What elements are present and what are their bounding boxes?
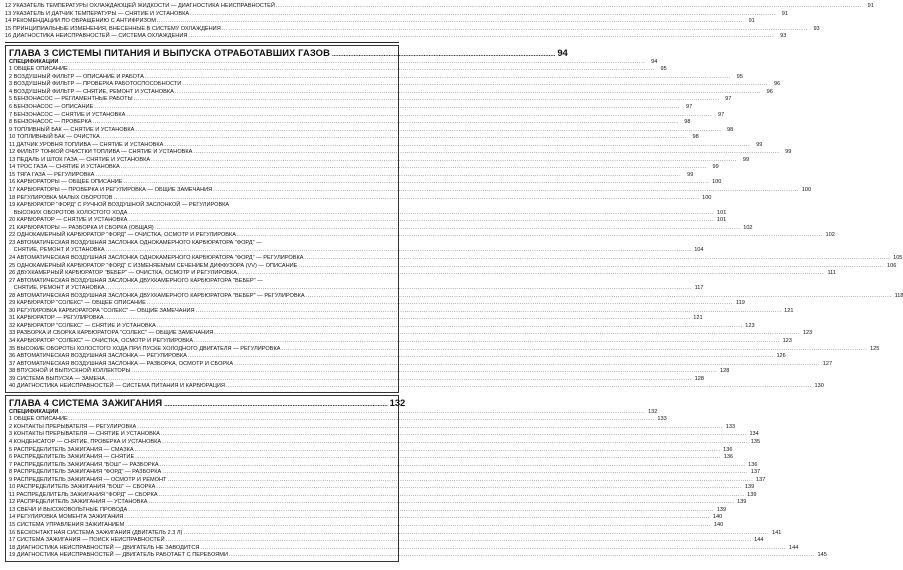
toc-entry[interactable]	[9, 134, 699, 142]
toc-entry-page: 144	[788, 544, 799, 551]
toc-entry-page: 101	[716, 217, 727, 224]
toc-entry[interactable]	[9, 156, 750, 165]
toc-entry[interactable]	[9, 149, 792, 157]
toc-entry-page: 137	[750, 469, 761, 476]
toc-entry-text: 20 КАРБЮРАТОР — СНЯТИЕ И УСТАНОВКА	[9, 217, 128, 224]
toc-entry[interactable]	[9, 81, 781, 89]
toc-entry-text: 14 РЕГУЛИРОВКА МОМЕНТА ЗАЖИГАНИЯ	[9, 514, 124, 521]
toc-entry-page: 91	[867, 3, 874, 9]
toc-entry[interactable]	[9, 552, 827, 560]
toc-entry-page: 121	[693, 315, 703, 322]
toc-entry-page: 97	[725, 96, 732, 103]
toc-entry-page: 98	[692, 134, 699, 141]
toc-entry-text: 14 ТРОС ГАЗА — СНЯТИЕ И УСТАНОВКА	[9, 164, 120, 171]
toc-entry[interactable]	[9, 484, 755, 492]
toc-entry-text: 34 КАРБЮРАТОР "СОЛЕКС" — ОЧИСТКА, ОСМОТР И РЕГУЛИРОВКА	[9, 337, 193, 344]
toc-entry-text: 26 ДВУХКАМЕРНЫЙ КАРБЮРАТОР "ВЕБЕР" — ОЧИСТКА, ОСМОТР И РЕГУЛИРОВКА	[9, 270, 238, 277]
toc-entry[interactable]	[9, 322, 755, 331]
toc-entry-page: 139	[747, 491, 757, 498]
toc-entry-page: 99	[712, 164, 719, 171]
toc-entry-page: 128	[694, 375, 704, 382]
toc-entry[interactable]	[9, 416, 667, 424]
toc-entry-text: 30 РЕГУЛИРОВКА КАРБЮРАТОРА "СОЛЕКС" — ОБЩИЕ ЗАМЕЧАНИЯ	[9, 307, 195, 314]
toc-entry[interactable]	[9, 254, 903, 263]
toc-entry-text: 13 ПЕДАЛЬ И ШТОК ГАЗА — СНЯТИЕ И УСТАНОВКА	[9, 156, 151, 163]
toc-entry-text: 11 ДАТЧИК УРОВНЯ ТОПЛИВА — СНЯТИЕ И УСТАНОВКА	[9, 141, 164, 148]
toc-entry[interactable]	[9, 529, 782, 538]
toc-entry[interactable]	[9, 469, 761, 477]
toc-entry[interactable]	[9, 262, 897, 271]
toc-entry-page: 139	[737, 499, 747, 506]
toc-entry-page: 144	[754, 537, 764, 544]
toc-entry-page: 100	[702, 194, 712, 201]
toc-entry-text: 8 РАСПРЕДЕЛИТЕЛЬ ЗАЖИГАНИЯ "ФОРД" — РАЗБОРКА	[9, 469, 162, 476]
toc-entry-text: 16 КАРБЮРАТОРЫ — ОБЩЕЕ ОПИСАНИЕ	[9, 179, 123, 186]
chapter-4-heading[interactable]	[9, 396, 406, 409]
toc-entry[interactable]	[9, 423, 736, 432]
toc-entry-text: 15 СИСТЕМА УПРАВЛЕНИЯ ЗАЖИГАНИЕМ	[9, 522, 125, 528]
toc-entry-page: 106	[886, 262, 897, 269]
toc-entry[interactable]	[9, 383, 824, 391]
toc-entry[interactable]	[9, 96, 732, 104]
toc-entry[interactable]	[9, 438, 761, 447]
toc-entry-page: 117	[694, 285, 704, 292]
toc-entry-text: 27 АВТОМАТИЧЕСКАЯ ВОЗДУШНАЯ ЗАСЛОНКА ДВУХКАМЕРНОГО КАРБЮРАТОРА "ВЕБЕР" —	[9, 277, 263, 284]
toc-entry-page: 125	[870, 345, 880, 352]
toc-entry[interactable]	[9, 247, 704, 255]
toc-entry-text: ВЫСОКИХ ОБОРОТОВ ХОЛОСТОГО ХОДА	[9, 209, 128, 216]
toc-entry-page: 96	[773, 81, 781, 88]
toc-entry-page: 140	[712, 514, 723, 521]
chapter-3-list	[9, 66, 903, 391]
toc-entry-text: 7 БЕНЗОНАСОС — СНЯТИЕ И УСТАНОВКА	[9, 111, 126, 118]
toc-entry-page: 126	[776, 353, 786, 360]
toc-entry-page: 93	[813, 25, 820, 32]
toc-entry-page: 95	[660, 66, 667, 73]
toc-entry-page: 140	[713, 522, 724, 528]
chapter-4-spec[interactable]: СПЕЦИФИКАЦИИ ..... 132	[9, 409, 395, 417]
chapter-4-page: 132	[389, 396, 406, 408]
toc-entry-page: 141	[771, 529, 782, 536]
toc-entry-text: СНЯТИЕ, РЕМОНТ И УСТАНОВКА	[9, 247, 105, 254]
toc-entry[interactable]	[9, 514, 723, 522]
chapter-4-list	[9, 416, 827, 559]
toc-entry-text: 11 РАСПРЕДЕЛИТЕЛЬ ЗАЖИГАНИЯ "ФОРД" — СБОРКА	[9, 491, 158, 498]
toc-entry[interactable]	[5, 18, 755, 26]
toc-entry[interactable]	[9, 353, 786, 361]
toc-entry-text: 7 РАСПРЕДЕЛИТЕЛЬ ЗАЖИГАНИЯ "БОШ" — РАЗБОРКА	[9, 461, 159, 468]
toc-entry[interactable]	[9, 506, 727, 515]
toc-entry-text: 6 БЕНЗОНАСОС — ОПИСАНИЕ	[9, 104, 94, 111]
toc-entry[interactable]	[9, 104, 693, 112]
toc-entry-text: 25 ОДНОКАМЕРНЫЙ КАРБЮРАТОР "ФОРД" С ИЗМЕНЯЕМЫМ СЕЧЕНИЕМ ДИФФУЗОРА (VV) — ОПИСАНИЕ	[9, 262, 298, 269]
toc-entry-page: 139	[744, 484, 755, 491]
toc-entry-page: 136	[748, 461, 758, 468]
toc-entry[interactable]	[9, 285, 704, 293]
toc-entry[interactable]	[9, 278, 395, 286]
toc-entry-page: 99	[687, 171, 694, 178]
toc-entry-page: 104	[694, 247, 704, 254]
toc-entry-page: 98	[684, 119, 691, 126]
toc-entry-text: 15 ТЯГА ГАЗА — РЕГУЛИРОВКА	[9, 171, 95, 178]
toc-entry-page: 121	[784, 307, 794, 314]
toc-entry-text: 21 КАРБЮРАТОРЫ — РАЗБОРКА И СБОРКА (ОБЩАЯ)	[9, 224, 154, 231]
toc-entry[interactable]	[9, 337, 792, 346]
toc-entry-text: 12 ФИЛЬТР ТОНКОЙ ОЧИСТКИ ТОПЛИВА — СНЯТИЕ И УСТАНОВКА	[9, 149, 193, 156]
toc-entry-text: 2 КОНТАКТЫ ПРЕРЫВАТЕЛЯ — РЕГУЛИРОВКА	[9, 423, 137, 430]
toc-entry-text: 29 КАРБЮРАТОР "СОЛЕКС" — ОБЩЕЕ ОПИСАНИЕ	[9, 300, 146, 307]
toc-entry-page: 137	[756, 476, 766, 483]
toc-entry-text: 12 УКАЗАТЕЛЬ ТЕМПЕРАТУРЫ ОХЛАЖДАЮЩЕЙ ЖИДКОСТИ — ДИАГНОСТИКА НЕИСПРАВНОСТЕЙ	[5, 3, 275, 9]
toc-entry-page: 134	[749, 431, 759, 438]
toc-entry-text: СНЯТИЕ, РЕМОНТ И УСТАНОВКА	[9, 285, 105, 292]
toc-entry-page: 133	[657, 416, 667, 423]
toc-entry-text: 15 ПРИНЦИПИАЛЬНЫЕ ИЗМЕНЕНИЯ, ВНЕСЕННЫЕ В СИСТЕМУ ОХЛАЖДЕНИЯ	[5, 25, 221, 32]
toc-entry[interactable]	[9, 194, 712, 203]
toc-entry[interactable]	[9, 300, 745, 308]
toc-entry-page: 128	[720, 368, 730, 375]
toc-entry[interactable]	[9, 315, 703, 323]
toc-entry[interactable]	[9, 240, 395, 248]
toc-entry[interactable]	[9, 491, 757, 500]
toc-entry-page: 118	[894, 292, 903, 299]
toc-entry-text: 3 КОНТАКТЫ ПРЕРЫВАТЕЛЯ — СНЯТИЕ И УСТАНОВКА	[9, 431, 160, 438]
toc-entry-text: 19 КАРБЮРАТОР "ФОРД" С РУЧНОЙ ВОЗДУШНОЙ ЗАСЛОНКОЙ — РЕГУЛИРОВКА	[9, 202, 230, 209]
toc-entry-text: 18 ДИАГНОСТИКА НЕИСПРАВНОСТЕЙ — ДВИГАТЕЛЬ НЕ ЗАВОДИТСЯ	[9, 544, 200, 551]
chapter-4-title: ГЛАВА 4 СИСТЕМА ЗАЖИГАНИЯ	[9, 396, 163, 408]
toc-entry-text: 9 РАСПРЕДЕЛИТЕЛЬ ЗАЖИГАНИЯ — ОСМОТР И РЕМОНТ	[9, 476, 167, 483]
toc-entry-text: 1 ОБЩЕЕ ОПИСАНИЕ	[9, 416, 68, 423]
toc-entry[interactable]	[9, 330, 813, 338]
toc-entry[interactable]	[9, 307, 794, 316]
toc-entry-page: 123	[802, 330, 813, 337]
toc-entry-text: 16 БЕСКОНТАКТНАЯ СИСТЕМА ЗАЖИГАНИЯ (ДВИГАТЕЛЬ 2.3 Л)	[9, 529, 183, 536]
toc-entry-page: 136	[723, 446, 733, 453]
toc-entry-text: 13 СВЕЧИ И ВЫСОКОВОЛЬТНЫЕ ПРОВОДА	[9, 506, 128, 513]
toc-entry-page: 133	[725, 423, 736, 430]
toc-entry-page: 119	[735, 300, 745, 307]
toc-entry[interactable]	[5, 10, 788, 19]
toc-entry-page: 111	[827, 270, 836, 277]
toc-entry-page: 100	[801, 187, 812, 194]
toc-entry-page: 97	[718, 111, 725, 118]
toc-entry-text: 1 ОБЩЕЕ ОПИСАНИЕ	[9, 66, 68, 73]
toc-entry-page: 123	[782, 337, 792, 344]
toc-entry-page: 91	[748, 18, 755, 25]
toc-entry-page: 102	[825, 232, 835, 239]
toc-entry-text: 2 ВОЗДУШНЫЙ ФИЛЬТР — ОПИСАНИЕ И РАБОТА	[9, 73, 144, 80]
toc-entry[interactable]	[9, 499, 747, 507]
toc-entry[interactable]	[9, 537, 764, 545]
toc-entry[interactable]	[9, 292, 903, 301]
divider	[5, 42, 399, 43]
toc-entry[interactable]	[9, 522, 724, 530]
toc-entry[interactable]	[9, 345, 880, 354]
toc-entry[interactable]	[9, 431, 759, 439]
toc-entry-page: 101	[716, 209, 727, 216]
toc-entry-page: 95	[736, 73, 743, 80]
toc-entry-text: 22 ОДНОКАМЕРНЫЙ КАРБЮРАТОР "ФОРД" — ОЧИСТКА, ОСМОТР И РЕГУЛИРОВКА	[9, 232, 236, 239]
toc-entry-text: 36 АВТОМАТИЧЕСКАЯ ВОЗДУШНАЯ ЗАСЛОНКА — РЕГУЛИРОВКА	[9, 353, 187, 360]
toc-entry[interactable]	[5, 33, 787, 41]
chapter-3-title: ГЛАВА 3 СИСТЕМЫ ПИТАНИЯ И ВЫПУСКА ОТРАБОТАВШИХ ГАЗОВ	[9, 46, 330, 58]
toc-entry[interactable]	[9, 179, 722, 187]
toc-entry-text: 19 ДИАГНОСТИКА НЕИСПРАВНОСТЕЙ — ДВИГАТЕЛЬ РАБОТАЕТ С ПЕРЕБОЯМИ	[9, 552, 228, 559]
toc-entry-page: 93	[780, 33, 787, 40]
toc-entry-text: 18 РЕГУЛИРОВКА МАЛЫХ ОБОРОТОВ	[9, 194, 113, 201]
toc-entry-text: 3 ВОЗДУШНЫЙ ФИЛЬТР — ПРОВЕРКА РАБОТОСПОСОБНОСТИ	[9, 81, 182, 88]
toc-entry-page: 91	[781, 10, 788, 17]
toc-entry-text: 6 РАСПРЕДЕЛИТЕЛЬ ЗАЖИГАНИЯ — СНЯТИЕ	[9, 454, 135, 461]
toc-entry-page: 123	[745, 322, 755, 329]
toc-entry-page: 99	[756, 141, 763, 148]
toc-entry-text: 10 РАСПРЕДЕЛИТЕЛЬ ЗАЖИГАНИЯ "БОШ" — СБОРКА	[9, 484, 156, 491]
toc-entry-page: 130	[814, 383, 824, 390]
chapter-3-page: 94	[557, 46, 568, 58]
chapter-4-box	[5, 395, 827, 562]
toc-entry[interactable]	[5, 3, 874, 11]
toc-entry-page: 139	[716, 506, 727, 513]
toc-entry[interactable]	[9, 461, 758, 470]
toc-entry-text: 17 СИСТЕМА ЗАЖИГАНИЯ — ПОИСК НЕИСПРАВНОСТЕЙ	[9, 537, 165, 544]
toc-entry-text: 17 КАРБЮРАТОРЫ — ПРОВЕРКА И РЕГУЛИРОВКА — ОБЩИЕ ЗАМЕЧАНИЯ	[9, 187, 213, 194]
toc-entry[interactable]	[9, 270, 836, 278]
toc-entry[interactable]	[9, 454, 734, 462]
toc-entry[interactable]	[9, 368, 730, 376]
toc-entry-text: 40 ДИАГНОСТИКА НЕИСПРАВНОСТЕЙ — СИСТЕМА ПИТАНИЯ И КАРБЮРАЦИЯ	[9, 383, 225, 390]
toc-entry-text: 5 РАСПРЕДЕЛИТЕЛЬ ЗАЖИГАНИЯ — СМАЗКА	[9, 446, 134, 453]
toc-entry[interactable]	[9, 171, 694, 180]
toc-entry-page: 127	[822, 360, 833, 367]
toc-entry-page: 100	[712, 179, 722, 186]
toc-entry-text: 10 ТОПЛИВНЫЙ БАК — ОЧИСТКА	[9, 134, 100, 141]
toc-entry-text: 39 СИСТЕМА ВЫПУСКА — ЗАМЕНА	[9, 375, 106, 382]
chapter-3-spec[interactable]: СПЕЦИФИКАЦИИ ..... 94	[9, 59, 395, 67]
toc-entry-page: 102	[743, 224, 753, 231]
toc-entry[interactable]	[9, 446, 733, 455]
toc-entry-text: 13 УКАЗАТЕЛЬ И ДАТЧИК ТЕМПЕРАТУРЫ — СНЯТИЕ И УСТАНОВКА	[5, 10, 190, 17]
toc-entry-page: 136	[723, 454, 734, 461]
toc-entry[interactable]	[9, 476, 766, 485]
toc-entry[interactable]	[9, 88, 773, 97]
toc-entry[interactable]	[9, 164, 719, 172]
toc-entry-text: 5 БЕНЗОНАСОС — РЕГЛАМЕНТНЫЕ РАБОТЫ	[9, 96, 133, 103]
toc-entry-text: 37 АВТОМАТИЧЕСКАЯ ВОЗДУШНАЯ ЗАСЛОНКА — РАЗБОРКА, ОСМОТР И СБОРКА	[9, 360, 234, 367]
toc-entry-text: 35 ВЫСОКИЕ ОБОРОТЫ ХОЛОСТОГО ХОДА ПРИ ПУСКЕ ХОЛОДНОГО ДВИГАТЕЛЯ — РЕГУЛИРОВКА	[9, 345, 281, 352]
toc-entry-page: 96	[766, 88, 773, 95]
chapter-3-box	[5, 45, 903, 393]
top-section	[5, 3, 874, 41]
toc-entry-page: 97	[685, 104, 693, 111]
chapter-3-heading[interactable]	[9, 46, 568, 59]
toc-entry-page: 135	[750, 438, 761, 445]
toc-entry-text: 24 АВТОМАТИЧЕСКАЯ ВОЗДУШНАЯ ЗАСЛОНКА ОДНОКАМЕРНОГО КАРБЮРАТОРА "ФОРД" — РЕГУЛИРОВКА	[9, 254, 304, 261]
toc-entry-text: 14 РЕКОМЕНДАЦИИ ПО ОБРАЩЕНИЮ С АНТИФРИЗОМ	[5, 18, 156, 25]
toc-entry-text: 4 ВОЗДУШНЫЙ ФИЛЬТР — СНЯТИЕ, РЕМОНТ И УСТАНОВКА	[9, 88, 174, 95]
toc-entry-text: 9 ТОПЛИВНЫЙ БАК — СНЯТИЕ И УСТАНОВКА	[9, 126, 135, 133]
toc-entry[interactable]	[9, 119, 691, 127]
toc-entry[interactable]	[9, 66, 667, 74]
toc-entry-text: 4 КОНДЕНСАТОР — СНЯТИЕ, ПРОВЕРКА И УСТАНОВКА	[9, 438, 162, 445]
toc-entry-text: 23 АВТОМАТИЧЕСКАЯ ВОЗДУШНАЯ ЗАСЛОНКА ОДНОКАМЕРНОГО КАРБЮРАТОРА "ФОРД" —	[9, 239, 262, 246]
toc-entry-text: 31 КАРБЮРАТОР — РЕГУЛИРОВКА	[9, 315, 104, 322]
toc-entry-text: 16 ДИАГНОСТИКА НЕИСПРАВНОСТЕЙ — СИСТЕМА ОХЛАЖДЕНИЯ	[5, 33, 188, 40]
toc-entry-page: 105	[893, 254, 903, 261]
toc-entry[interactable]	[9, 232, 835, 240]
toc-entry-page: 99	[742, 156, 750, 163]
toc-entry-text: 8 БЕНЗОНАСОС — ПРОВЕРКА	[9, 119, 92, 126]
toc-entry-page: 98	[727, 126, 734, 133]
toc-entry[interactable]	[9, 187, 812, 195]
toc-entry[interactable]	[9, 202, 395, 210]
toc-entry-page: 99	[785, 149, 792, 156]
toc-entry-text: 38 ВПУСКНОЙ И ВЫПУСКНОЙ КОЛЛЕКТОРЫ	[9, 368, 131, 375]
toc-entry[interactable]	[9, 111, 725, 120]
toc-entry-text: 28 АВТОМАТИЧЕСКАЯ ВОЗДУШНАЯ ЗАСЛОНКА ДВУХКАМЕРНОГО КАРБЮРАТОРА "ВЕБЕР" — РЕГУЛИРОВКА	[9, 292, 305, 299]
toc-entry-text: 32 КАРБЮРАТОР "СОЛЕКС" — СНЯТИЕ И УСТАНОВКА	[9, 322, 156, 329]
toc-entry[interactable]	[9, 217, 727, 225]
toc-entry[interactable]	[9, 209, 727, 218]
toc-entry-text: 12 РАСПРЕДЕЛИТЕЛЬ ЗАЖИГАНИЯ — УСТАНОВКА	[9, 499, 148, 506]
toc-entry-text: 33 РАЗБОРКА И СБОРКА КАРБЮРАТОРА "СОЛЕКС" — ОБЩИЕ ЗАМЕЧАНИЯ	[9, 330, 214, 337]
toc-entry-page: 145	[817, 552, 827, 559]
